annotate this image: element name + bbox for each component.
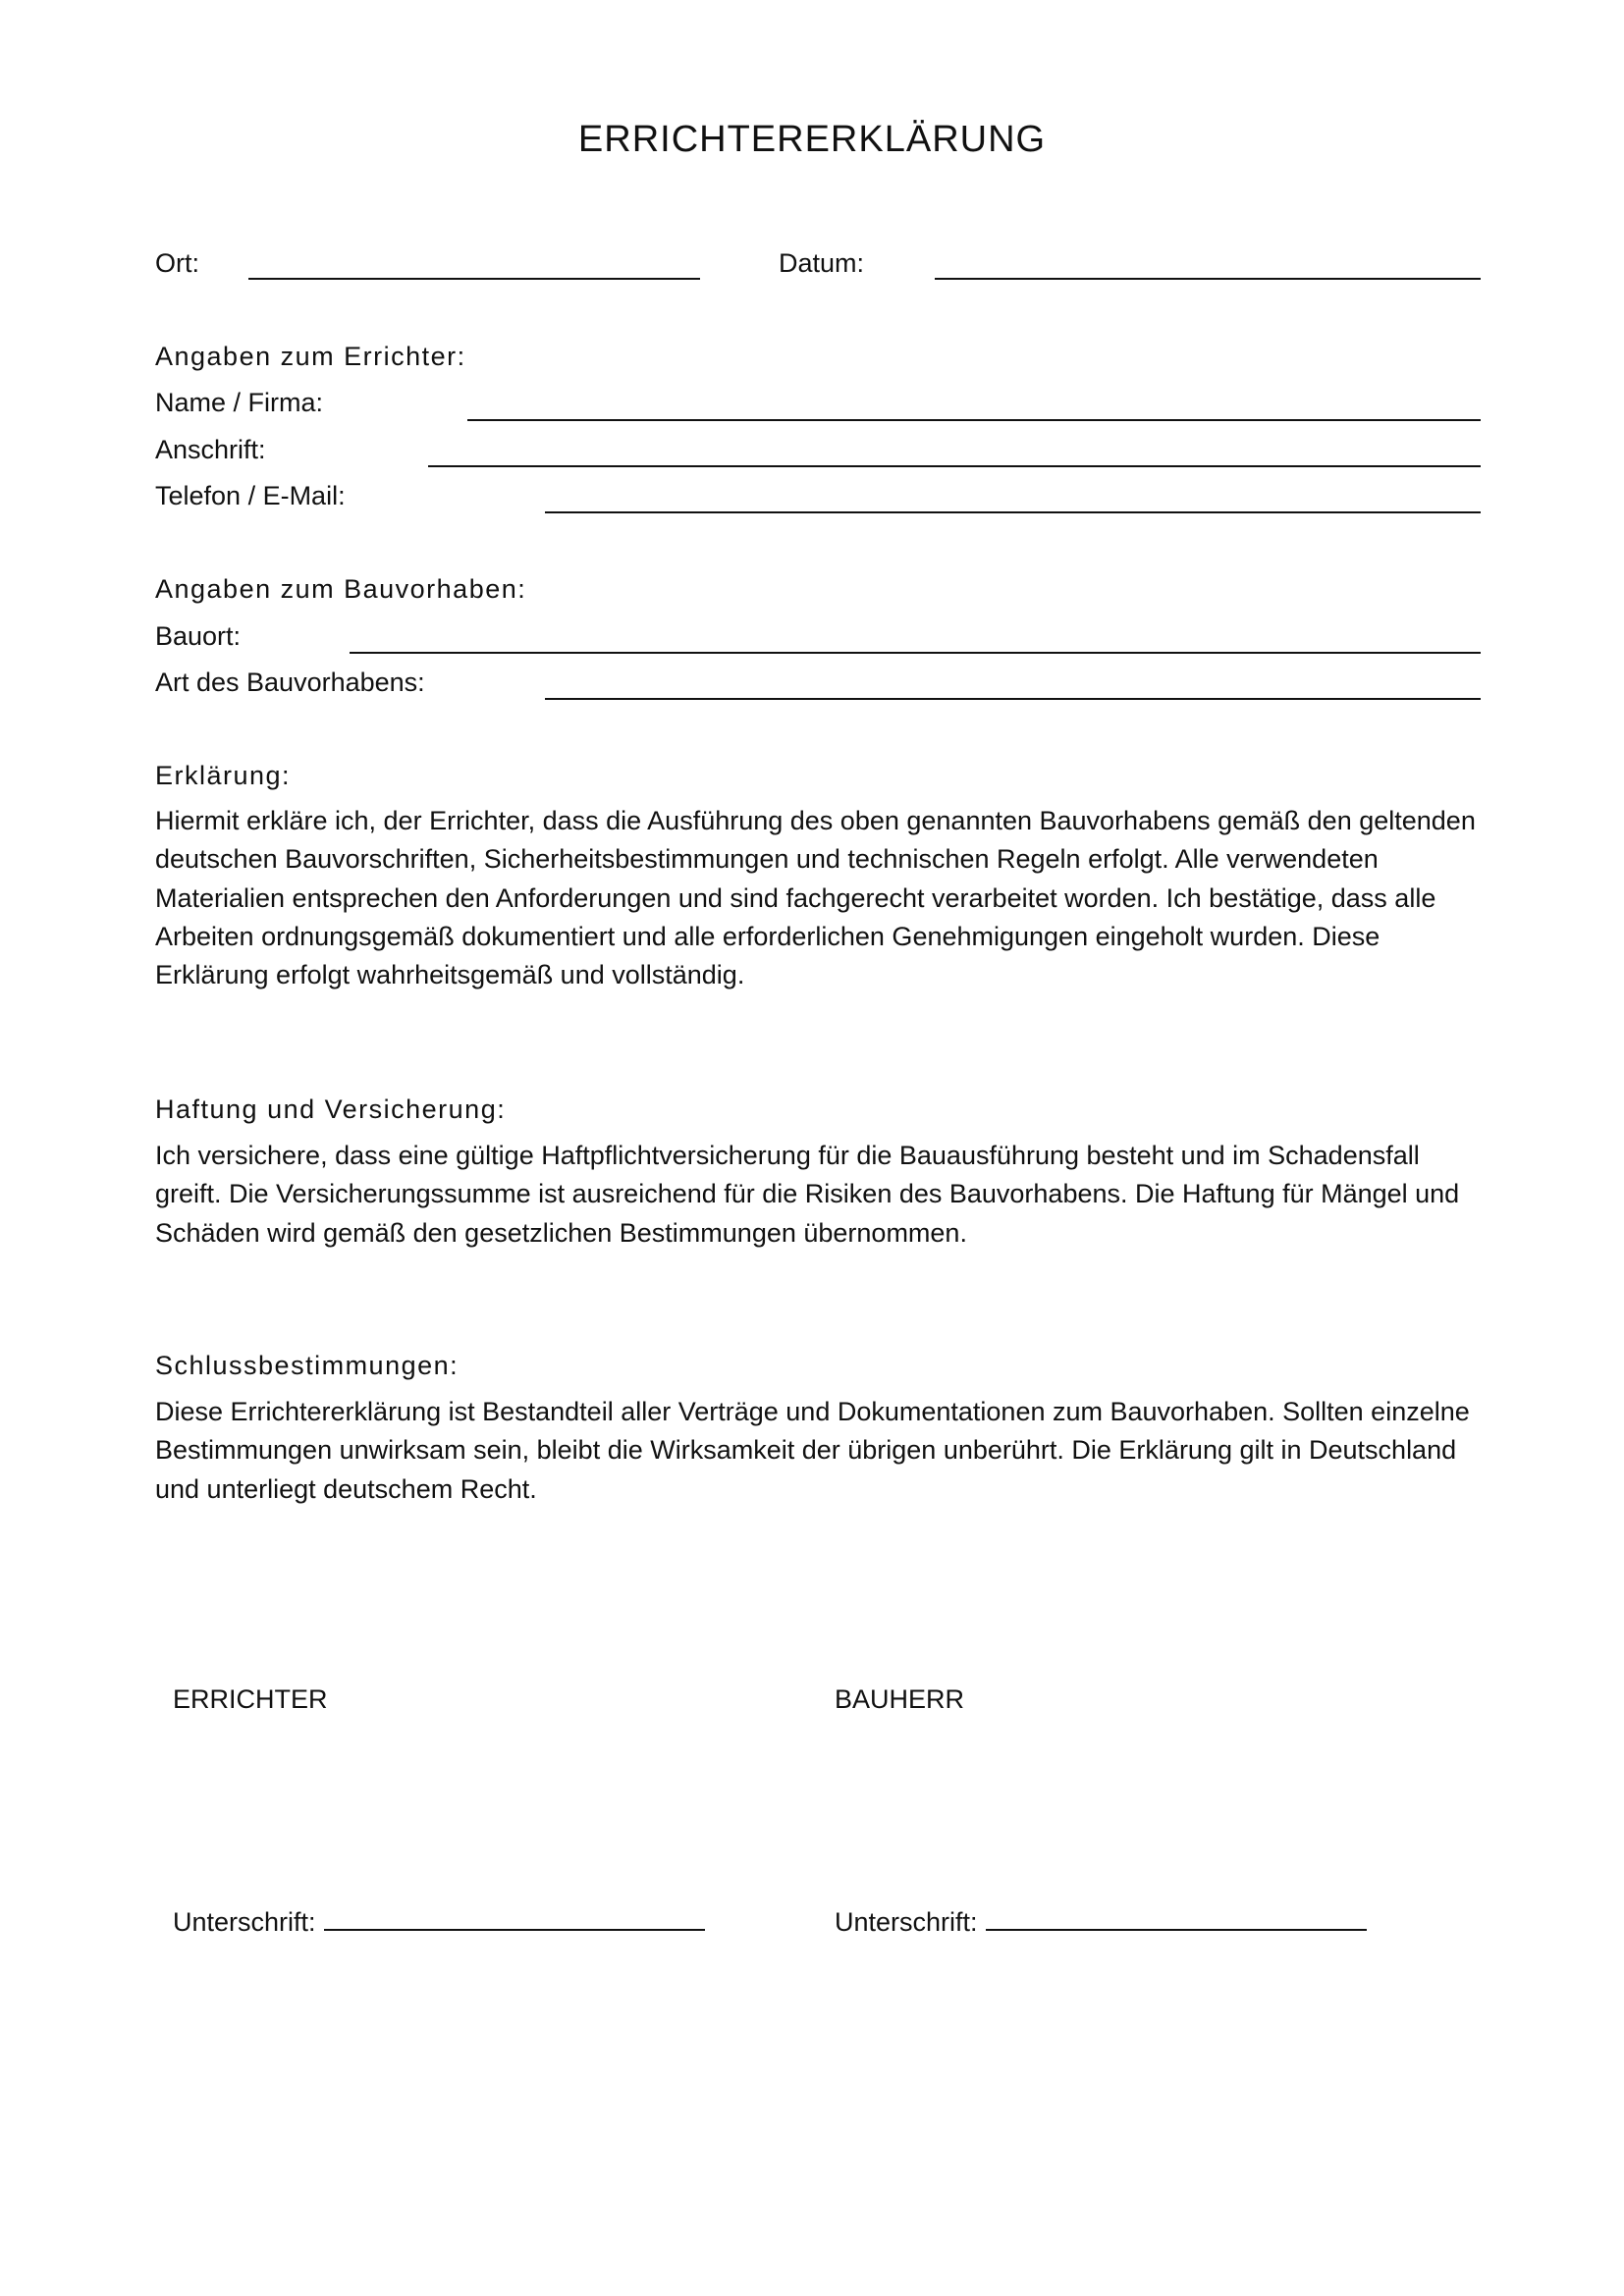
- bauort-field[interactable]: [350, 652, 1481, 654]
- anschrift-label: Anschrift:: [155, 435, 266, 464]
- ort-field[interactable]: [248, 278, 700, 280]
- bauvorhaben-heading: Angaben zum Bauvorhaben:: [155, 574, 527, 604]
- anschrift-field[interactable]: [428, 465, 1481, 467]
- telefon-email-field[interactable]: [545, 511, 1481, 513]
- datum-label: Datum:: [779, 248, 865, 278]
- telefon-email-label: Telefon / E-Mail:: [155, 481, 346, 510]
- name-firma-field[interactable]: [467, 419, 1481, 421]
- art-bauvorhaben-field[interactable]: [545, 698, 1481, 700]
- datum-field[interactable]: [935, 278, 1481, 280]
- haftung-text: Ich versichere, dass eine gültige Haftpflichtversicherung für die Bauausführung besteht und im Schadensfall greift. Die Versicherungssumme ist ausreichend für die Risiken des Bauvorhabens. Die Haftung für Mängel und Schäden wird gemäß den gesetzlichen Bestimmungen übernommen.: [155, 1141, 1460, 1248]
- schluss-heading: Schlussbestimmungen:: [155, 1351, 460, 1380]
- bauherr-signature-field[interactable]: [986, 1903, 1367, 1931]
- errichter-signature-field[interactable]: [324, 1903, 705, 1931]
- errichter-unterschrift-label: Unterschrift:: [173, 1907, 316, 1937]
- name-firma-label: Name / Firma:: [155, 388, 324, 417]
- art-bauvorhaben-label: Art des Bauvorhabens:: [155, 667, 425, 697]
- bauherr-signature-heading: BAUHERR: [835, 1684, 965, 1714]
- errichter-heading: Angaben zum Errichter:: [155, 342, 466, 371]
- bauort-label: Bauort:: [155, 621, 242, 651]
- schluss-text: Diese Errichtererklärung ist Bestandteil aller Verträge und Dokumentationen zum Bauvorhaben. Sollten einzelne Bestimmungen unwirksam sein, bleibt die Wirksamkeit der übrigen unberührt. Die Erklärung gilt in Deutschland und unterliegt deutschem Recht.: [155, 1397, 1470, 1504]
- errichter-signature-row: [173, 1903, 705, 1939]
- document-title: ERRICHTERERKLÄRUNG: [577, 119, 1047, 160]
- erklaerung-heading: Erklärung:: [155, 761, 292, 790]
- erklaerung-text: Hiermit erkläre ich, der Errichter, dass die Ausführung des oben genannten Bauvorhabens gemäß den geltenden deutschen Bauvorschriften, Sicherheitsbestimmungen und technischen Regeln erfolgt. Alle verwendeten Materialien entsprechen den Anforderungen und sind fachgerecht verarbeitet worden. Ich bestätige, dass alle Arbeiten ordnungsgemäß dokumentiert und alle erforderlichen Genehmigungen eingeholt wurden. Diese Erklärung erfolgt wahrheitsgemäß und vollständig.: [155, 806, 1476, 990]
- haftung-heading: Haftung und Versicherung:: [155, 1095, 507, 1124]
- bauherr-signature-row: [835, 1903, 1367, 1939]
- bauherr-unterschrift-label: Unterschrift:: [835, 1907, 978, 1937]
- errichter-signature-heading: ERRICHTER: [173, 1684, 328, 1714]
- ort-label: Ort:: [155, 248, 199, 278]
